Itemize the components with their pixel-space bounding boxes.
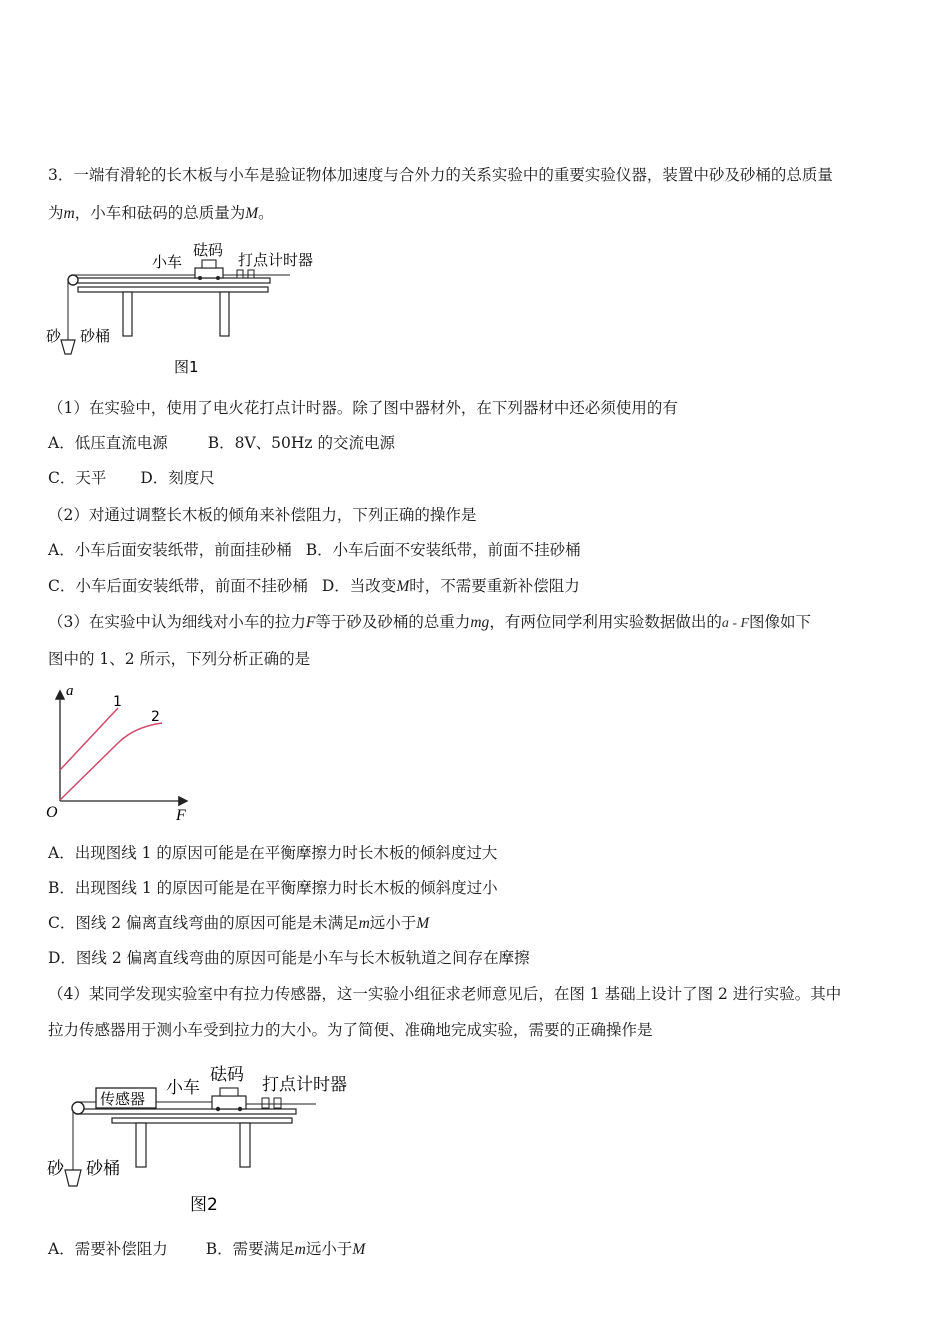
- part3-option-c[interactable]: C．图线 2 偏离直线弯曲的原因可能是未满足m远小于M: [48, 914, 430, 932]
- figure1-apparatus: [40, 240, 340, 380]
- part3-prompt: （3）在实验中认为细线对小车的拉力F等于砂及砂桶的总重力mg，有两位同学利用实验数据做出的a - F图像如下: [48, 613, 812, 631]
- table-leg-left: [123, 292, 132, 336]
- part3-option-d[interactable]: D．图线 2 偏离直线弯曲的原因可能是小车与长木板轨道之间存在摩擦: [48, 949, 530, 967]
- part1-options-ab: [48, 433, 395, 453]
- pulley-icon: [68, 275, 78, 285]
- part4-prompt-line1: （4）某同学发现实验室中有拉力传感器，这一实验小组征求老师意见后，在图 1 基础上设计了图 2 进行实验。其中: [48, 985, 842, 1003]
- label-sand: 砂: [46, 327, 62, 345]
- part2-option-b[interactable]: B．小车后面不安装纸带，前面不挂砂桶: [305, 541, 581, 559]
- af-graph: [40, 680, 200, 825]
- label-car: 小车: [166, 1078, 200, 1098]
- part2-options-cd: [48, 576, 580, 597]
- label-timer: 打点计时器: [238, 251, 314, 269]
- part2-option-a[interactable]: A．小车后面安装纸带，前面挂砂桶: [48, 541, 292, 559]
- label-timer: 打点计时器: [262, 1075, 347, 1095]
- table-leg-left: [136, 1123, 146, 1167]
- part1-prompt: （1）在实验中，使用了电火花打点计时器。除了图中器材外，在下列器材中还必须使用的有: [48, 399, 678, 417]
- part1-option-d[interactable]: D．刻度尺: [140, 469, 215, 487]
- part2-option-d[interactable]: D．当改变M时，不需要重新补偿阻力: [321, 577, 580, 595]
- line1-label: 1: [113, 694, 122, 710]
- label-weights: 砝码: [193, 241, 224, 259]
- bucket-icon: [61, 340, 75, 354]
- part1-options-cd: [48, 468, 215, 488]
- label-bucket: 砂桶: [80, 327, 111, 345]
- long-board: [76, 1109, 296, 1114]
- label-bucket: 砂桶: [86, 1159, 120, 1179]
- var-M: M: [245, 205, 259, 222]
- table-top: [78, 287, 268, 292]
- question-stem-line2: 为m，小车和砝码的总质量为M。: [48, 204, 274, 222]
- part1-option-c[interactable]: C．天平: [48, 469, 107, 487]
- weights-icon: [220, 1088, 238, 1096]
- timer-icon: [262, 1098, 269, 1108]
- origin-label: O: [46, 804, 58, 821]
- part1-option-a[interactable]: A．低压直流电源: [48, 434, 168, 452]
- figure2-apparatus: [40, 1058, 370, 1218]
- graph-line-1: [60, 708, 118, 770]
- pulley-icon: [72, 1102, 84, 1114]
- part4-option-a[interactable]: A．需要补偿阻力: [48, 1240, 168, 1258]
- part3-option-b[interactable]: B．出现图线 1 的原因可能是在平衡摩擦力时长木板的倾斜度过小: [48, 879, 498, 897]
- label-sensor: 传感器: [100, 1090, 146, 1108]
- part2-prompt: （2）对通过调整长木板的倾角来补偿阻力，下列正确的操作是: [48, 506, 477, 524]
- label-car: 小车: [152, 253, 183, 271]
- timer-icon: [237, 270, 243, 278]
- table-leg-right: [240, 1123, 250, 1167]
- question-stem-line1: 3．一端有滑轮的长木板与小车是验证物体加速度与合外力的关系实验中的重要实验仪器，装置中砂及砂桶的总质量: [48, 166, 833, 184]
- part2-options-ab: [48, 540, 581, 560]
- part3-option-a[interactable]: A．出现图线 1 的原因可能是在平衡摩擦力时长木板的倾斜度过大: [48, 844, 498, 862]
- line2-label: 2: [151, 709, 160, 725]
- part4-prompt-line2: 拉力传感器用于测小车受到拉力的大小。为了简便、准确地完成实验，需要的正确操作是: [48, 1021, 653, 1039]
- part1-option-b[interactable]: B．8V、50Hz 的交流电源: [207, 434, 395, 452]
- label-sand: 砂: [47, 1159, 64, 1179]
- table-top: [112, 1118, 292, 1123]
- graph-name: a - F: [721, 616, 750, 631]
- bucket-icon: [65, 1170, 81, 1186]
- weights-icon: [202, 260, 216, 268]
- label-weights: 砝码: [210, 1065, 244, 1085]
- part2-option-c[interactable]: C．小车后面安装纸带，前面不挂砂桶: [48, 577, 308, 595]
- figure1-caption: 图1: [174, 358, 199, 376]
- long-board: [70, 278, 270, 283]
- part4-options-ab: [48, 1239, 365, 1260]
- table-leg-right: [220, 292, 229, 336]
- part3-prompt-line2: 图中的 1、2 所示，下列分析正确的是: [48, 650, 311, 668]
- graph-line-2: [60, 723, 162, 800]
- axis-label-a: a: [66, 683, 74, 699]
- axis-label-f: F: [176, 807, 186, 824]
- part4-option-b[interactable]: B．需要满足m远小于M: [205, 1240, 366, 1258]
- figure2-caption: 图2: [190, 1195, 218, 1215]
- var-m: m: [63, 205, 75, 222]
